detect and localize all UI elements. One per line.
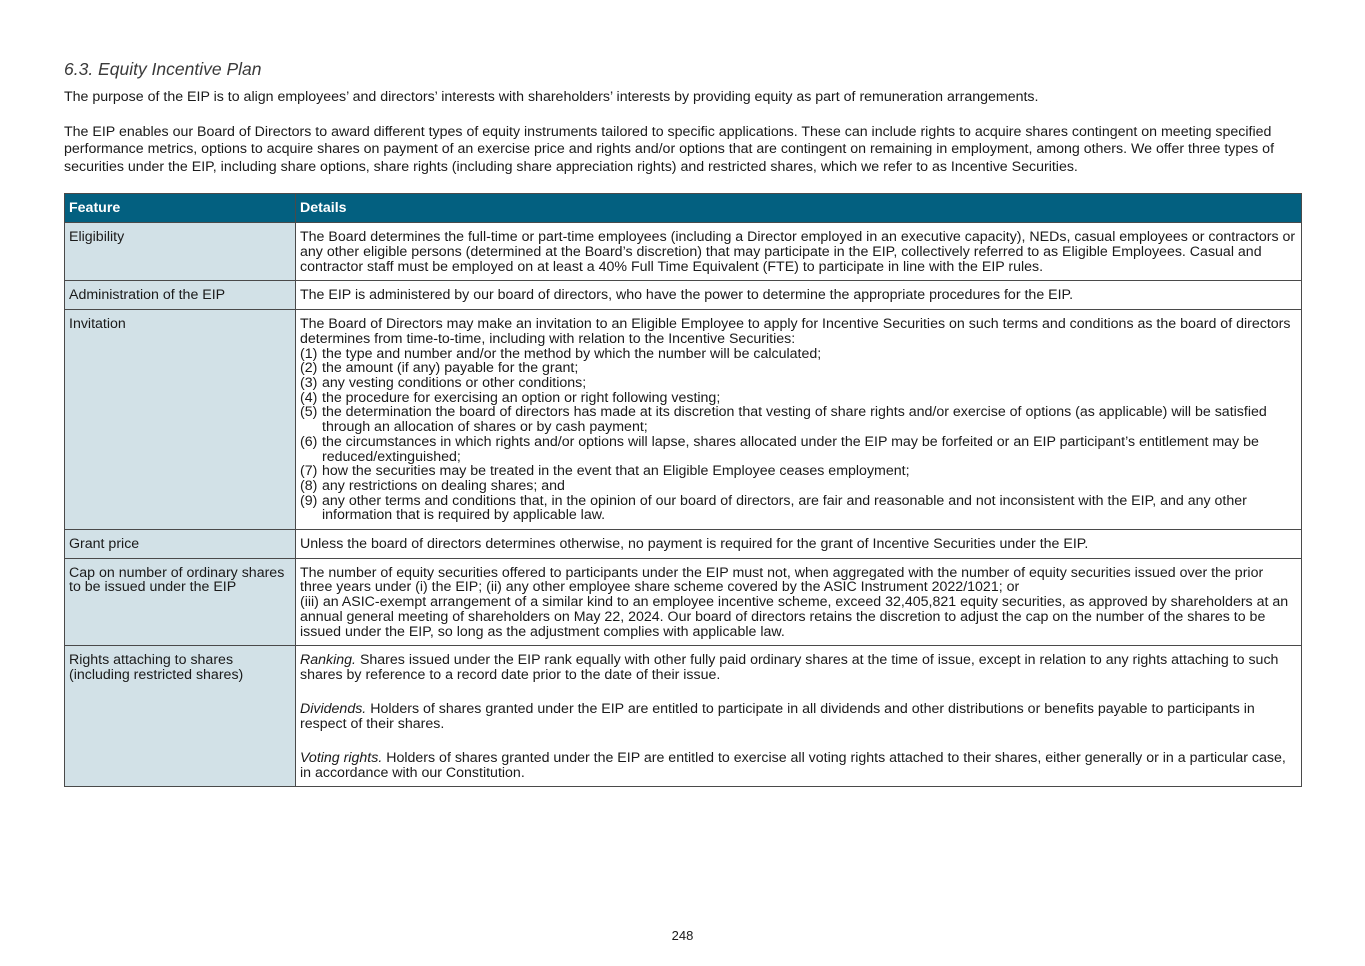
list-item <box>300 361 1297 376</box>
cap-detail-line1: The number of equity securities offered to participants under the EIP must not, when aggregated with the number of equity securities issued over the prior three years under (i) the EIP; (ii) any other employee share scheme covered by the ASIC Instrument 2022/1021; or <box>300 564 1264 596</box>
list-item-text: the determination the board of directors has made at its discretion that vesting of share rights and/or exercise of options (as applicable) will be satisfied through an allocation of shares or by cash payment; <box>322 404 1267 436</box>
detail-cell <box>296 558 1302 646</box>
invitation-list <box>300 347 1297 523</box>
list-item-number: (9) <box>300 492 318 509</box>
detail-cell <box>296 646 1302 787</box>
list-item-text: any vesting conditions or other conditions; <box>322 375 587 391</box>
invitation-intro: The Board of Directors may make an invitation to an Eligible Employee to apply for Incentive Securities on such terms and conditions as the board of directors determines from time-to-time, including with relation to the Incentive Securities: <box>300 316 1291 347</box>
rights-label: Dividends. <box>300 701 367 718</box>
list-item-number: (8) <box>300 477 318 494</box>
rights-dividends <box>300 702 1297 731</box>
header-feature: Feature <box>65 194 296 223</box>
section-title: 6.3. Equity Incentive Plan <box>64 59 262 79</box>
list-item-text: how the securities may be treated in the event that an Eligible Employee ceases employment; <box>322 463 910 480</box>
detail-cell: The EIP is administered by our board of directors, who have the power to determine the appropriate procedures for the EIP. <box>296 281 1302 310</box>
table-row <box>65 530 1302 559</box>
list-item-number: (4) <box>300 389 318 406</box>
list-item-text: the type and number and/or the method by which the number will be calculated; <box>322 345 822 362</box>
table-row <box>65 646 1302 787</box>
feature-cell: Eligibility <box>65 223 296 281</box>
table-row <box>65 223 1302 281</box>
cap-detail-line2: (iii) an ASIC-exempt arrangement of a similar kind to an employee incentive scheme, exceed 32,405,821 equity securities, as approved by shareholders at an annual general meeting of shareholders on May 22, 2024. Our board of directors retains the discretion to adjust the cap on the number of the shares to be issued under the EIP, so long as the adjustment complies with applicable law. <box>300 594 1289 640</box>
page-content <box>64 58 1301 787</box>
rights-ranking <box>300 653 1297 682</box>
list-item <box>300 494 1297 523</box>
list-item-number: (5) <box>300 404 318 421</box>
feature-cell: Rights attaching to shares (including restricted shares) <box>65 646 296 787</box>
table-header-row <box>65 194 1302 223</box>
list-item <box>300 347 1297 362</box>
list-item-number: (7) <box>300 463 318 480</box>
list-item-text: the amount (if any) payable for the grant; <box>322 360 579 377</box>
detail-cell: The Board determines the full-time or part-time employees (including a Director employed in an executive capacity), NEDs, casual employees or contractors or any other eligible persons (determined at the Board’s discretion) that may participate in the EIP, collectively referred to as Eligible Employees. Casual and contractor staff must be employed on at least a 40% Full Time Equivalent (FTE) to participate in line with the EIP rules. <box>296 223 1302 281</box>
header-details: Details <box>296 194 1302 223</box>
rights-text: Holders of shares granted under the EIP are entitled to exercise all voting rights attached to their shares, either generally or in a particular case, in accordance with our Constitution. <box>300 750 1286 781</box>
list-item-text: any other terms and conditions that, in the opinion of our board of directors, are fair and reasonable and not inconsistent with the EIP, and any other information that is required by applicable law. <box>322 492 1247 524</box>
list-item-number: (6) <box>300 433 318 450</box>
page-number: 248 <box>671 928 694 943</box>
list-item-text: any restrictions on dealing shares; and <box>322 477 565 494</box>
detail-cell <box>296 310 1302 530</box>
feature-cell: Invitation <box>65 310 296 530</box>
rights-text: Shares issued under the EIP rank equally with other fully paid ordinary shares at the time of issue, except in relation to any rights attaching to such shares by reference to a record date prior to the date of their issue. <box>300 652 1279 683</box>
list-item-text: the procedure for exercising an option or right following vesting; <box>322 389 721 406</box>
table-row <box>65 281 1302 310</box>
table-row <box>65 310 1302 530</box>
list-item-number: (1) <box>300 345 318 362</box>
rights-label: Voting rights. <box>300 750 383 767</box>
list-item-text: the circumstances in which rights and/or options will lapse, shares allocated under the EIP may be forfeited or an EIP participant’s entitlement may be reduced/extinguished; <box>322 433 1259 465</box>
list-item <box>300 479 1297 494</box>
rights-text: Holders of shares granted under the EIP are entitled to participate in all dividends and other distributions or benefits payable to participants in respect of their shares. <box>300 701 1255 732</box>
feature-cell: Cap on number of ordinary shares to be issued under the EIP <box>65 558 296 646</box>
list-item <box>300 435 1297 464</box>
list-item <box>300 405 1297 434</box>
eip-features-table <box>64 193 1302 787</box>
table-row <box>65 558 1302 646</box>
rights-voting <box>300 751 1297 780</box>
list-item-number: (2) <box>300 360 318 377</box>
detail-cell: Unless the board of directors determines otherwise, no payment is required for the grant of Incentive Securities under the EIP. <box>296 530 1302 559</box>
intro-paragraph-instruments: The EIP enables our Board of Directors to award different types of equity instruments tailored to specific applications. These can include rights to acquire shares contingent on meeting specified performance metrics, options to acquire shares on payment of an exercise price and rights and/or options that are contingent on remaining in employment, among others. We offer three types of securities under the EIP, including share options, share rights (including share appreciation rights) and restricted shares, which we refer to as Incentive Securities. <box>64 123 1275 175</box>
rights-label: Ranking. <box>300 652 356 669</box>
list-item-number: (3) <box>300 375 318 391</box>
feature-cell: Administration of the EIP <box>65 281 296 310</box>
intro-paragraph-purpose: The purpose of the EIP is to align employees’ and directors’ interests with shareholders’ interests by providing equity as part of remuneration arrangements. <box>64 89 1039 105</box>
list-item <box>300 464 1297 479</box>
list-item <box>300 376 1297 391</box>
feature-cell: Grant price <box>65 530 296 559</box>
list-item <box>300 391 1297 406</box>
